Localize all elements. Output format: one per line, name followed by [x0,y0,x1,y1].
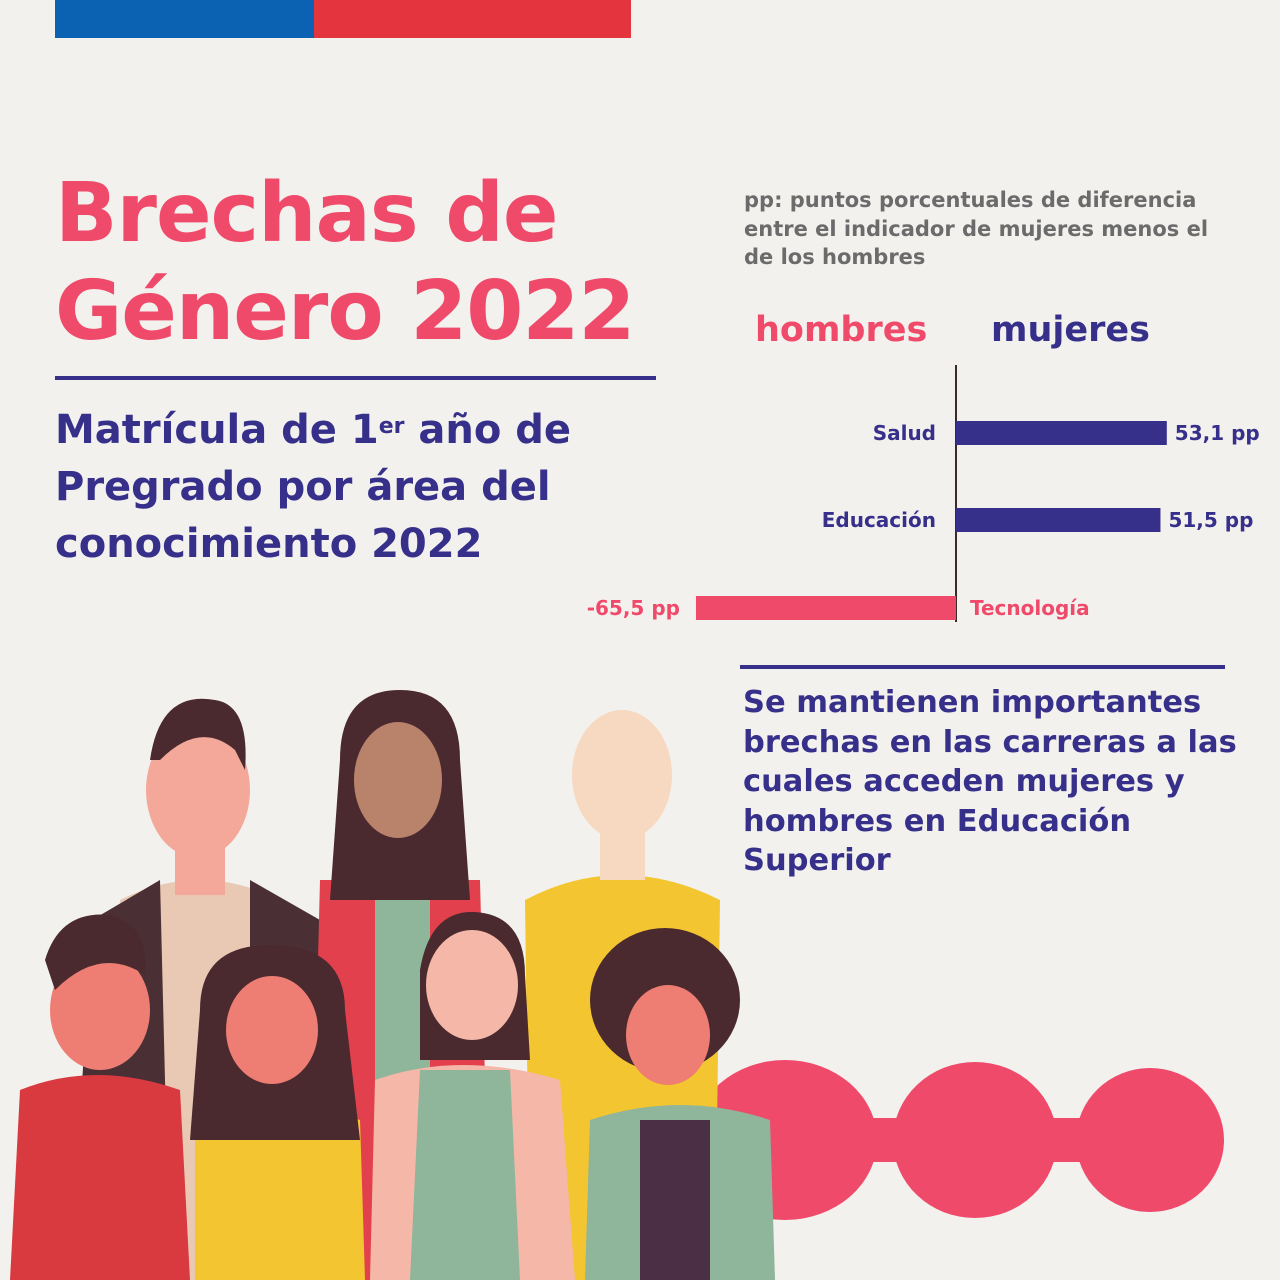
pink-blob-decoration [693,1060,1224,1220]
bar-tecnología [696,596,956,620]
category-label: Tecnología [970,596,1090,620]
title-line-2: Género 2022 [55,264,635,359]
bar-educación [956,508,1160,532]
title-line-1: Brechas de [55,166,558,261]
bar-salud [956,421,1167,445]
value-label: 53,1 pp [1174,421,1260,445]
subtitle-part-1: Matrícula de 1 [55,407,379,453]
category-label: Salud [872,421,936,445]
legend-mujeres: mujeres [991,310,1150,350]
value-label: -65,5 pp [586,596,680,620]
legend-hombres: hombres [755,310,928,350]
conclusion-text: Se mantienen importantes brechas en las carreras a las cuales acceden mujeres y hombres en Educación Superior [743,685,1237,878]
subtitle-part-2: año de Pregrado por área del conocimiento 2022 [55,407,572,567]
people-illustration [0,650,1280,1280]
pp-definition-note: pp: puntos porcentuales de diferencia entre el indicador de mujeres menos el de los hombres [744,188,1209,269]
subtitle-superscript: er [378,414,405,439]
value-label: 51,5 pp [1168,508,1254,532]
person-front-2 [190,945,365,1280]
category-label: Educación [821,508,936,532]
